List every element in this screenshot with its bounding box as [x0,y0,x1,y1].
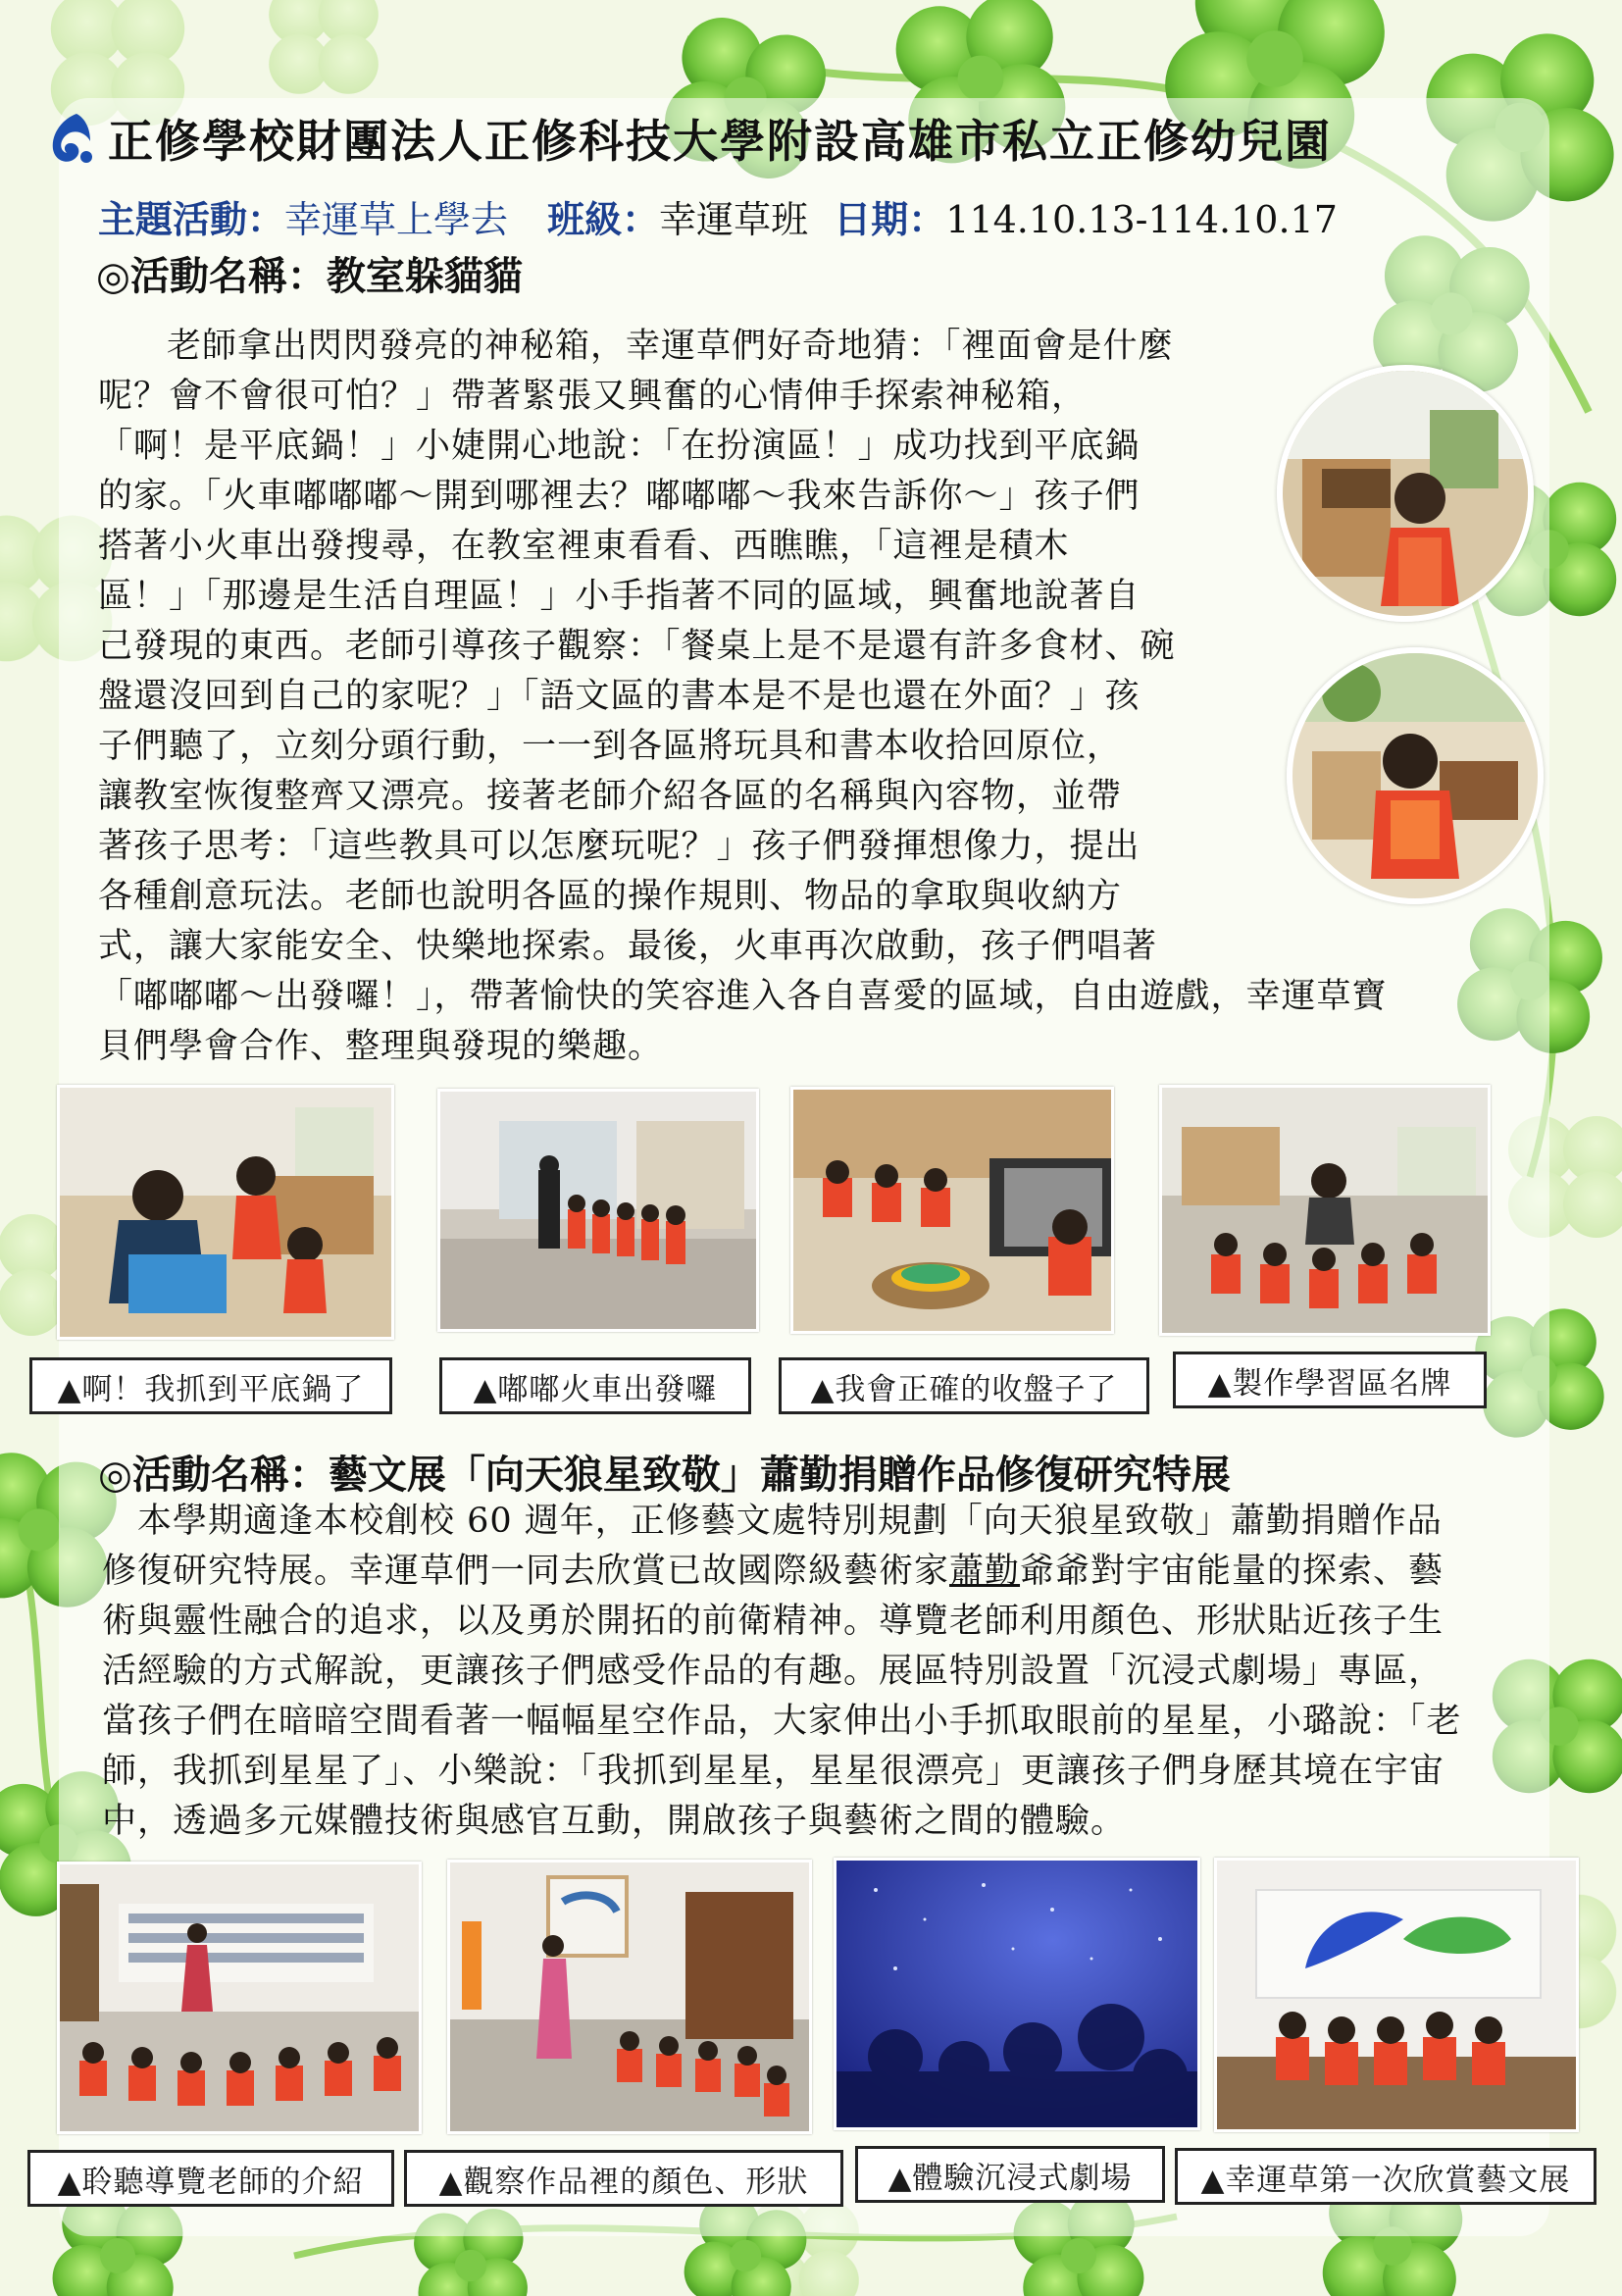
theme-value: 幸運草上學去 [284,198,509,241]
caption-name-cards: ▲製作學習區名牌 [1173,1352,1487,1408]
photo-plates [790,1087,1114,1334]
class-label: 班級： [547,197,660,241]
activity2-line: 本學期適逢本校創校 60 週年，正修藝文處特別規劃「向天狼星致敬」蕭勤捐贈作品 [137,1502,1443,1541]
circle-photo-self-care-area [1287,647,1544,904]
caption-observe-colors: ▲觀察作品裡的顏色、形狀 [404,2150,843,2207]
meta-line [98,189,1338,243]
activity1-line: 搭著小火車出發搜尋，在教室裡東看看、西瞧瞧，「這裡是積木 [98,527,1070,566]
activity1-line: 己發現的東西。老師引導孩子觀察：「餐桌上是不是還有許多食材、碗 [98,627,1176,666]
artist-name: 蕭勤 [949,1552,1021,1591]
activity2-line: 活經驗的方式解說，更讓孩子們感受作品的有趣。展區特別設置「沉浸式劇場」專區， [102,1652,1445,1691]
activity2-title: ◎活動名稱：藝文展「向天狼星致敬」蕭勤捐贈作品修復研究特展 [98,1452,1231,1498]
activity2-line: 當孩子們在暗暗空間看著一幅幅星空作品，大家伸出小手抓取眼前的星星，小璐說：「老 [102,1702,1462,1741]
activity2-line: 中，透過多元媒體技術與感官互動，開啟孩子與藝術之間的體驗。 [102,1802,1127,1841]
activity1-line: 著孩子思考：「這些教具可以怎麼玩呢？」孩子們發揮想像力，提出 [98,827,1140,866]
activity1-line: 的家。「火車嘟嘟嘟～開到哪裡去？嘟嘟嘟～我來告訴你～」孩子們 [98,477,1140,516]
caption-immersive-theater: ▲體驗沉浸式劇場 [855,2146,1165,2203]
activity2-line: 修復研究特展。幸運草們一同去欣賞已故國際級藝術家蕭勤爺爺對宇宙能量的探索、藝 [102,1552,1445,1591]
photo-first-art-exhibit [1214,1858,1579,2132]
caption-first-art-exhibit: ▲幸運草第一次欣賞藝文展 [1175,2148,1597,2205]
caption-train: ▲嘟嘟火車出發囉 [439,1357,751,1414]
page-header [47,106,1332,171]
activity2-line: 術與靈性融合的追求，以及勇於開拓的前衛精神。導覽老師利用顏色、形狀貼近孩子生 [102,1602,1445,1641]
activity1-line: 式，讓大家能安全、快樂地探索。最後，火車再次啟動，孩子們唱著 [98,927,1158,966]
activity1-line: 貝們學會合作、整理與發現的樂趣。 [98,1027,664,1066]
activity2-line: 師，我抓到星星了」、小樂說：「我抓到星星，星星很漂亮」更讓孩子們身歷其境在宇宙 [102,1752,1445,1791]
photo-observe-colors [447,1860,812,2134]
activity1-line: 「嘟嘟嘟～出發囉！」，帶著愉快的笑容進入各自喜愛的區域，自由遊戲，幸運草寶 [98,977,1388,1016]
photo-frying-pan [57,1085,394,1340]
photo-train [437,1089,759,1332]
activity1-line: 老師拿出閃閃發亮的神秘箱，幸運草們好奇地猜：「裡面會是什麼 [167,327,1174,366]
activity1-line: 區！」「那邊是生活自理區！」小手指著不同的區域，興奮地說著自 [98,577,1140,616]
school-name: 正修學校財團法人正修科技大學附設高雄市私立正修幼兒園 [108,115,1332,168]
theme-label: 主題活動： [98,197,285,241]
caption-guide-intro: ▲聆聽導覽老師的介紹 [27,2150,394,2207]
school-logo-icon [47,110,98,167]
class-value: 幸運草班 [659,198,809,241]
activity1-line: 各種創意玩法。老師也說明各區的操作規則、物品的拿取與收納方 [98,877,1123,916]
activity1-line: 盤還沒回到自己的家呢？」「語文區的書本是不是也還在外面？」孩 [98,677,1140,716]
photo-guide-intro [57,1862,422,2134]
photo-name-cards [1159,1085,1491,1336]
caption-plates: ▲我會正確的收盤子了 [779,1357,1149,1414]
caption-frying-pan: ▲啊！我抓到平底鍋了 [29,1357,392,1414]
date-label: 日期： [834,197,946,241]
activity1-line: 呢？會不會很可怕？」帶著緊張又興奮的心情伸手探索神秘箱， [98,377,1088,416]
circle-photo-pretend-area [1277,365,1534,622]
activity1-line: 「啊！是平底鍋！」小婕開心地說：「在扮演區！」成功找到平底鍋 [98,427,1140,466]
activity1-title: ◎活動名稱：教室躲貓貓 [96,253,523,299]
date-value: 114.10.13-114.10.17 [945,198,1338,241]
activity1-line: 子們聽了，立刻分頭行動，一一到各區將玩具和書本收拾回原位， [98,727,1123,766]
activity2-paragraph [102,1497,1514,1847]
photo-immersive-theater [834,1858,1200,2130]
activity1-line: 讓教室恢復整齊又漂亮。接著老師介紹各區的名稱與內容物，並帶 [98,777,1123,816]
